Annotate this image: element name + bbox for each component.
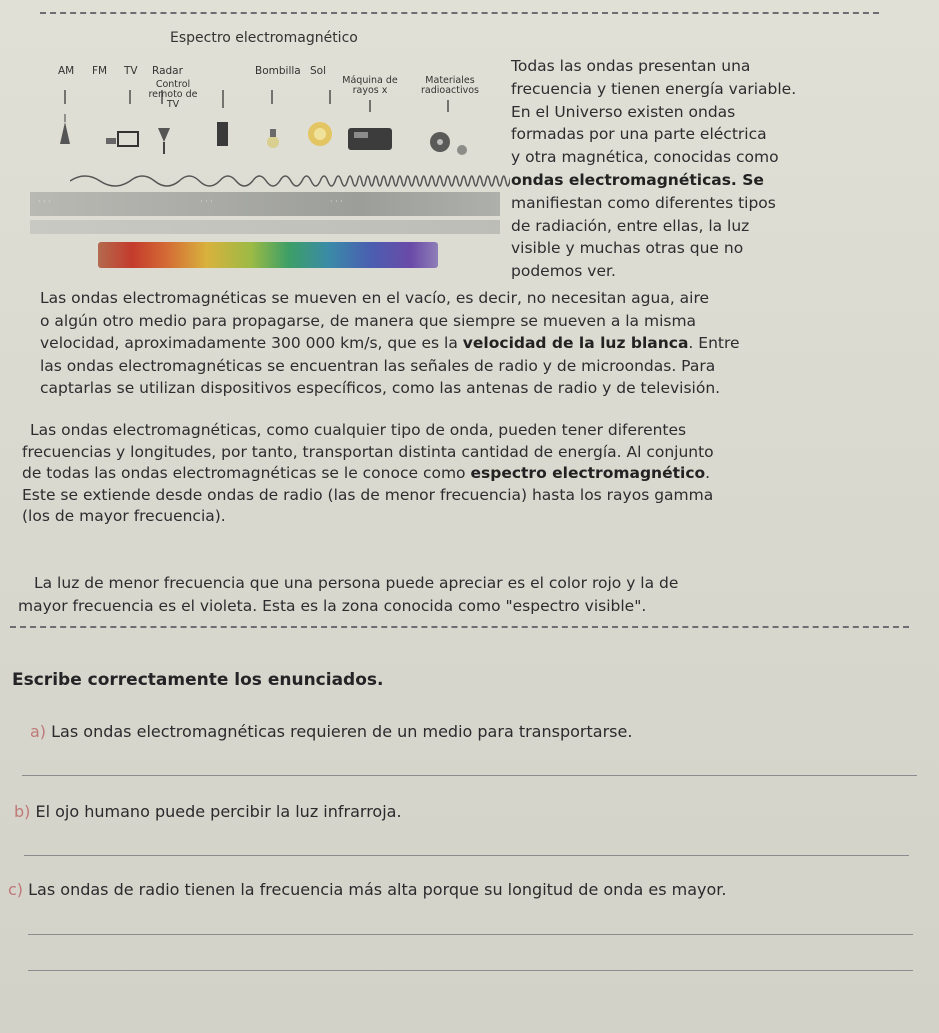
figure-title: Espectro electromagnético [170, 30, 358, 46]
radioactive-icon [430, 132, 467, 155]
intro-line: podemos ver. [511, 262, 616, 281]
intro-line: y otra magnética, conocidas como [511, 148, 779, 167]
text-span: . Entre [688, 334, 740, 352]
answer-line-c[interactable] [28, 934, 913, 935]
statement-text: Las ondas de radio tienen la frecuencia más alta porque su longitud de onda es mayor. [28, 880, 727, 899]
xray-machine-icon [348, 128, 392, 150]
term-electromagnetic-waves: ondas electromagnéticas. Se [511, 170, 764, 189]
intro-line: manifiestan como diferentes tipos [511, 193, 776, 212]
text-span: velocidad, aproximadamente 300 000 km/s, que es la [40, 334, 463, 352]
source-tv: TV [124, 65, 138, 77]
text-line: Este se extiende desde ondas de radio (las de menor frecuencia) hasta los rayos gamma [22, 485, 714, 504]
intro-line: frecuencia y tienen energía variable. [511, 79, 797, 98]
spectrum-figure [30, 22, 500, 277]
text-line: (los de mayor frecuencia). [22, 507, 226, 525]
source-bulb: Bombilla [255, 65, 301, 77]
source-radioactive: Materiales radioactivos [420, 75, 479, 96]
visible-spectrum-bar [98, 242, 438, 268]
text-line: Las ondas electromagnéticas, como cualquier tipo de onda, pueden tener diferentes [30, 421, 687, 439]
statement-text: Las ondas electromagnéticas requieren de un medio para transportarse. [51, 722, 633, 741]
text-line: Las ondas electromagnéticas se mueven en el vacío, es decir, no necesitan agua, aire [40, 289, 710, 307]
text-line: captarlas se utilizan dispositivos específicos, como las antenas de radio y de televisión. [40, 379, 721, 397]
radar-icon [158, 128, 170, 154]
bulb-icon [267, 129, 279, 148]
text-line: o algún otro medio para propagarse, de manera que siempre se mueven a la misma [40, 311, 697, 330]
statement-letter: b) [14, 802, 31, 821]
statement-text: El ojo humano puede percibir la luz infrarroja. [35, 802, 402, 821]
source-sun: Sol [310, 65, 327, 77]
answer-line-b[interactable] [24, 855, 909, 856]
text-line: frecuencias y longitudes, por tanto, transportan distinta cantidad de energía. Al conjunto [22, 442, 714, 461]
statement-letter: c) [8, 880, 24, 899]
antenna-icon [60, 114, 70, 144]
top-divider [40, 12, 879, 14]
intro-line: En el Universo existen ondas [511, 102, 736, 121]
wave-icon [70, 170, 510, 192]
paragraph-2 [22, 420, 714, 528]
intro-line: Todas las ondas presentan una [511, 57, 751, 75]
text-span: . [705, 464, 711, 482]
paragraph-3 [18, 572, 678, 618]
source-remote-control: Control remoto de TV [148, 79, 198, 110]
statement-c [8, 880, 726, 899]
statement-b [14, 802, 402, 821]
text-span: de todas las ondas electromagnéticas se le conoce como [22, 464, 471, 482]
source-fm: FM [92, 65, 108, 77]
exercise-title: Escribe correctamente los enunciados. [12, 670, 384, 690]
text-line [40, 332, 740, 355]
statement-letter: a) [30, 722, 47, 741]
intro-line [511, 169, 796, 192]
source-am: AM [58, 65, 75, 77]
text-line: las ondas electromagnéticas se encuentran las señales de radio y de microondas. Para [40, 356, 716, 375]
radio-icon [106, 132, 138, 146]
answer-line-c-2[interactable] [28, 970, 913, 971]
text-line: mayor frecuencia es el violeta. Esta es la zona conocida como "espectro visible". [18, 597, 647, 615]
intro-line: formadas por una parte eléctrica [511, 125, 767, 144]
section-divider [10, 626, 909, 628]
answer-line-a[interactable] [22, 775, 917, 776]
intro-line: visible y muchas otras que no [511, 239, 744, 258]
source-radar: Radar [152, 65, 183, 77]
paragraph-1 [40, 287, 740, 400]
term-electromagnetic-spectrum: espectro electromagnético [470, 464, 706, 482]
intro-line: de radiación, entre ellas, la luz [511, 216, 750, 235]
spectrum-bands: · · · · · · · · · [30, 192, 500, 216]
term-speed-of-light: velocidad de la luz blanca [462, 334, 689, 352]
remote-control-icon [217, 122, 228, 146]
intro-text [511, 55, 796, 283]
sun-icon [308, 122, 332, 146]
spectrum-scale [30, 220, 500, 234]
source-xray-machine: Máquina de rayos x [342, 75, 398, 96]
statement-a [30, 722, 632, 741]
text-line: La luz de menor frecuencia que una persona puede apreciar es el color rojo y la de [34, 574, 679, 592]
text-line [22, 463, 714, 485]
